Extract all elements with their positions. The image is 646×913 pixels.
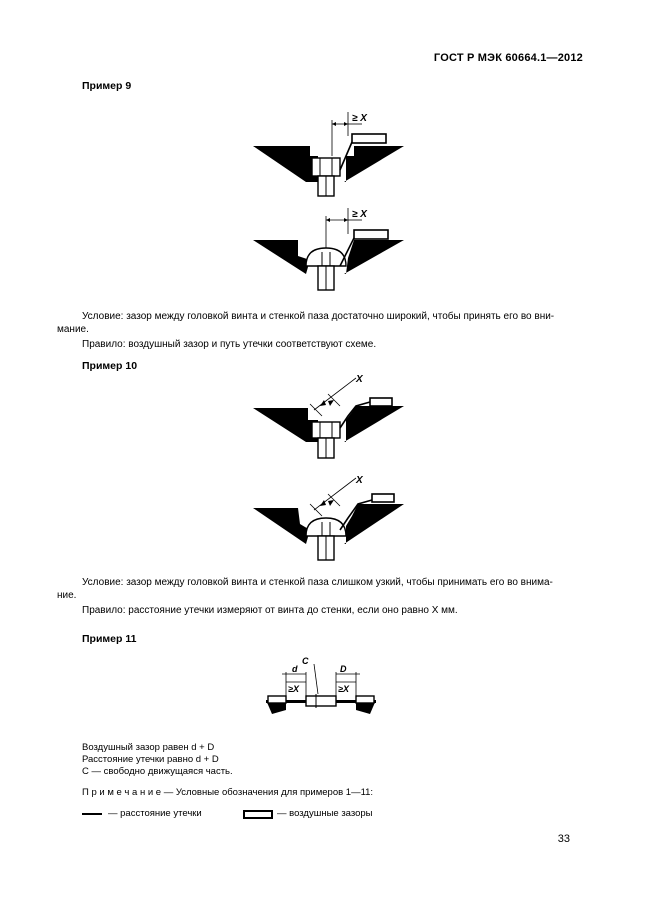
example-10-dim-label-top: X (356, 374, 363, 385)
creepage-line-icon (82, 813, 102, 815)
example-11-label-gex-left: ≥X (288, 684, 299, 694)
example-9-dim-label-bottom: ≥ X (352, 209, 367, 220)
example-11-label-d-large: D (340, 664, 347, 674)
example-10-dim-label-bottom: X (356, 475, 363, 486)
example-10-figure-top (248, 372, 408, 466)
example-11-title: Пример 11 (82, 633, 137, 645)
example-11-creepage-text: Расстояние утечки равно d + D (82, 754, 219, 765)
example-10-figure-bottom (248, 474, 408, 568)
example-9-condition-line2: мание. (57, 324, 89, 335)
example-10-condition-line2: ние. (57, 590, 77, 601)
example-9-title: Пример 9 (82, 80, 132, 92)
legend-air-gap (243, 808, 373, 820)
legend-air-gap-text: — воздушные зазоры (277, 808, 373, 819)
example-9-figure-top (248, 108, 408, 200)
example-11-label-c: C (302, 656, 309, 666)
example-9-dim-label-top: ≥ X (352, 113, 367, 124)
example-11-figure (262, 654, 380, 716)
example-10-rule: Правило: расстояние утечки измеряют от винта до стенки, если оно равно X мм. (82, 605, 458, 616)
example-9-condition-line1: Условие: зазор между головкой винта и стенкой паза достаточно широкий, чтобы принять его во вни- (82, 311, 555, 322)
example-11-label-d-small: d (292, 664, 298, 674)
example-10-title: Пример 10 (82, 360, 138, 372)
page-number: 33 (557, 833, 570, 845)
example-10-condition (57, 576, 592, 602)
document-standard-header: ГОСТ Р МЭК 60664.1—2012 (433, 52, 583, 64)
example-10-condition-line1: Условие: зазор между головкой винта и стенкой паза слишком узкий, чтобы принимать его во внима- (82, 577, 553, 588)
example-9-figure-bottom (248, 200, 408, 298)
example-11-label-gex-right: ≥X (338, 684, 349, 694)
air-gap-rect-icon (243, 810, 273, 819)
legend-creepage-text: — расстояние утечки (108, 808, 202, 819)
example-11-free-part-text: C — свободно движущаяся часть. (82, 766, 233, 777)
example-9-rule: Правило: воздушный зазор и путь утечки соответствуют схеме. (82, 339, 377, 350)
example-11-air-gap (82, 742, 214, 754)
note-text: П р и м е ч а н и е — Условные обозначения для примеров 1—11: (82, 787, 374, 798)
example-11-air-gap-text: Воздушный зазор равен d + D (82, 742, 215, 753)
example-9-condition (57, 310, 592, 336)
legend-creepage (82, 808, 202, 820)
